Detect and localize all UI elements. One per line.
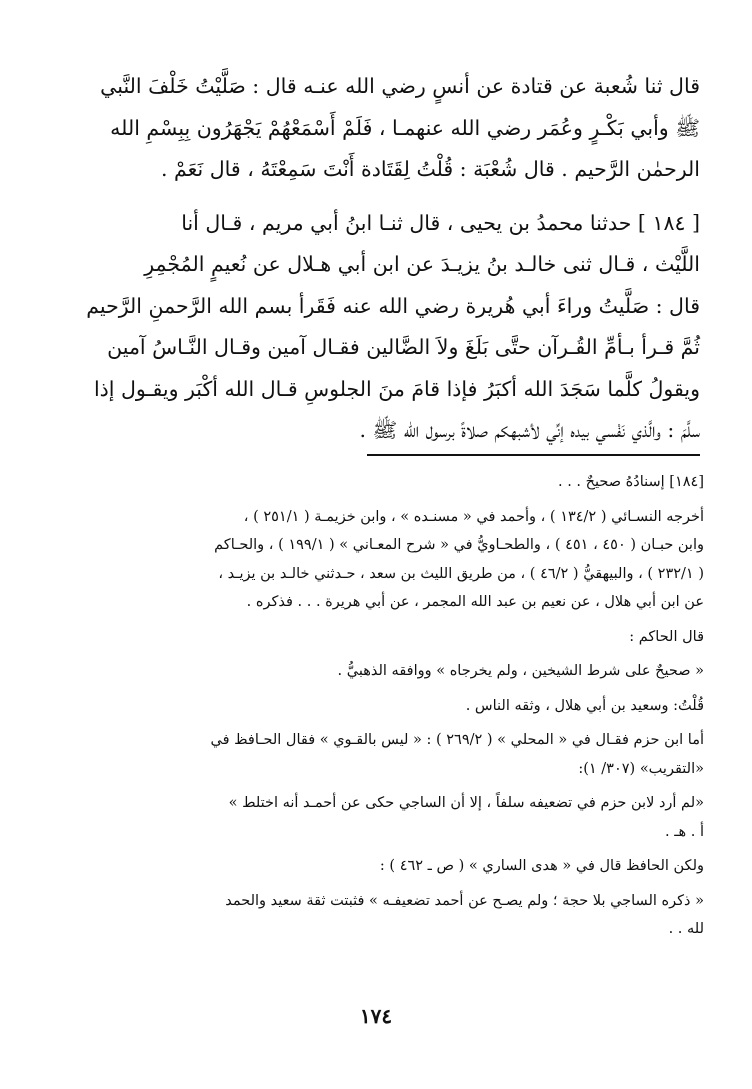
note-taqrib-quote-line: «لم أرد لابن حزم في تضعيفه سلفاً ، إلا أن الساجي حكى عن أحمـد أنه اختلط » — [228, 795, 704, 811]
hadith-text-line: قال ثنا شُعبة عن قتادة عن أنسٍ رضي الله عنـه قال : صَلَّيْتُ خَلْفَ النَّبي — [100, 74, 700, 98]
hadith-184-line: سلَّمَ : والَّذي نَفْسي بيده إنِّي لأشبهكم صلاةً برسول الله ﷺ . — [359, 418, 700, 442]
page-number: ١٧٤ — [359, 1004, 393, 1028]
note-takhrij-line: أخرجه النسـائي ( ١٣٤/٢ ) ، وأحمد في « مسنـده » ، وابن خزيمـة ( ٢٥١/١ ) ، — [243, 508, 704, 525]
note-hakim-quote: « صحيحٌ على شرط الشيخين ، ولم يخرجاه » ووافقه الذهبيُّ . — [337, 663, 704, 679]
note-takhrij-line: ( ٢٣٢/١ ) ، والبيهقيُّ ( ٤٦/٢ ) ، من طريق الليث بن سعد ، حـدثني خالـد بن يزيـد ، — [218, 565, 704, 582]
note-takhrij-line: وابن حبـان ( ٤٥٠ ، ٤٥١ ) ، والطحـاويُّ في « شرح المعـاني » ( ١٩٩/١ ) ، والحـاكم — [214, 537, 704, 553]
hadith-184-line: قال : صَلَّيتُ وراءَ أبي هُريرة رضي الله عنه فَقَرأ بسم الله الرَّحمنِ الرَّحيم — [86, 293, 700, 318]
note-final-line: لله . . — [668, 921, 704, 937]
hadith-184-line: اللَّيْث ، قـال ثنى خالـد بنُ يزيـدَ عن ابن أبي هـلال عن نُعيمٍ المُجْمِرِ — [144, 252, 700, 276]
main-text — [78, 66, 700, 452]
note-hakim: قال الحاكم : — [629, 628, 704, 645]
hadith-text-line: ﷺ وأبي بَكْـرٍ وعُمَر رضي الله عنهمـا ، فَلَمْ أَسْمَعْهُمْ يَجْهَرُون بِبِسْمِ الله — [110, 115, 700, 140]
hadith-184-line: [ ١٨٤ ] حدثنا محمدُ بن يحيى ، قال ثنـا ابنُ أبي مريم ، قـال أنا — [181, 210, 700, 235]
footnotes — [58, 468, 704, 944]
hadith-184-line: ويقولُ كلَّما سَجَدَ الله أكبَرُ فإذا قامَ منَ الجلوسِ قـال الله أكْبَر ويقـول إذا — [93, 376, 700, 401]
note-taqrib-quote-line: أ . هـ . — [665, 823, 704, 840]
note-isnad: [١٨٤] إسنادُهُ صحيحٌ . . . — [557, 474, 704, 490]
note-qultu: قُلْتُ: وسعيد بن أبي هلال ، وثقه الناس . — [465, 697, 704, 714]
footnote-divider — [367, 454, 700, 456]
note-final-line: « ذكره الساجي بلا حجة ؛ ولم يصـح عن أحمد تضعيفـه » فثبتت ثقة سعيد والحمد — [225, 892, 704, 909]
hadith-text-line: الرحمٰن الرَّحيم . قال شُعْبَة : قُلْتُ لِقَتَادة أَنْتَ سَمِعْتَهُ ، قال نَعَمْ . — [160, 157, 700, 181]
note-takhrij-line: عن ابن أبي هلال ، عن نعيم بن عبد الله المجمر ، عن أبي هريرة . . . فذكره . — [246, 594, 704, 610]
note-ibn-hazm-line: «التقريب» (٣٠٧/ ١): — [578, 760, 704, 777]
note-ibn-hazm-line: أما ابن حزم فقـال في « المحلي » ( ٢٦٩/٢ ) : « ليس بالقـوي » فقال الحـافظ في — [210, 732, 704, 748]
note-hady-sari: ولكن الحافظ قال في « هدى الساري » ( ص ـ ٤٦٢ ) : — [379, 858, 704, 874]
hadith-184-line: ثُمَّ قـرأ بـأمِّ القُـرآن حتَّى بَلَغَ ولاَ الضَّالين فقـال آمين وقـال النَّـاسُ آمين — [107, 335, 700, 359]
